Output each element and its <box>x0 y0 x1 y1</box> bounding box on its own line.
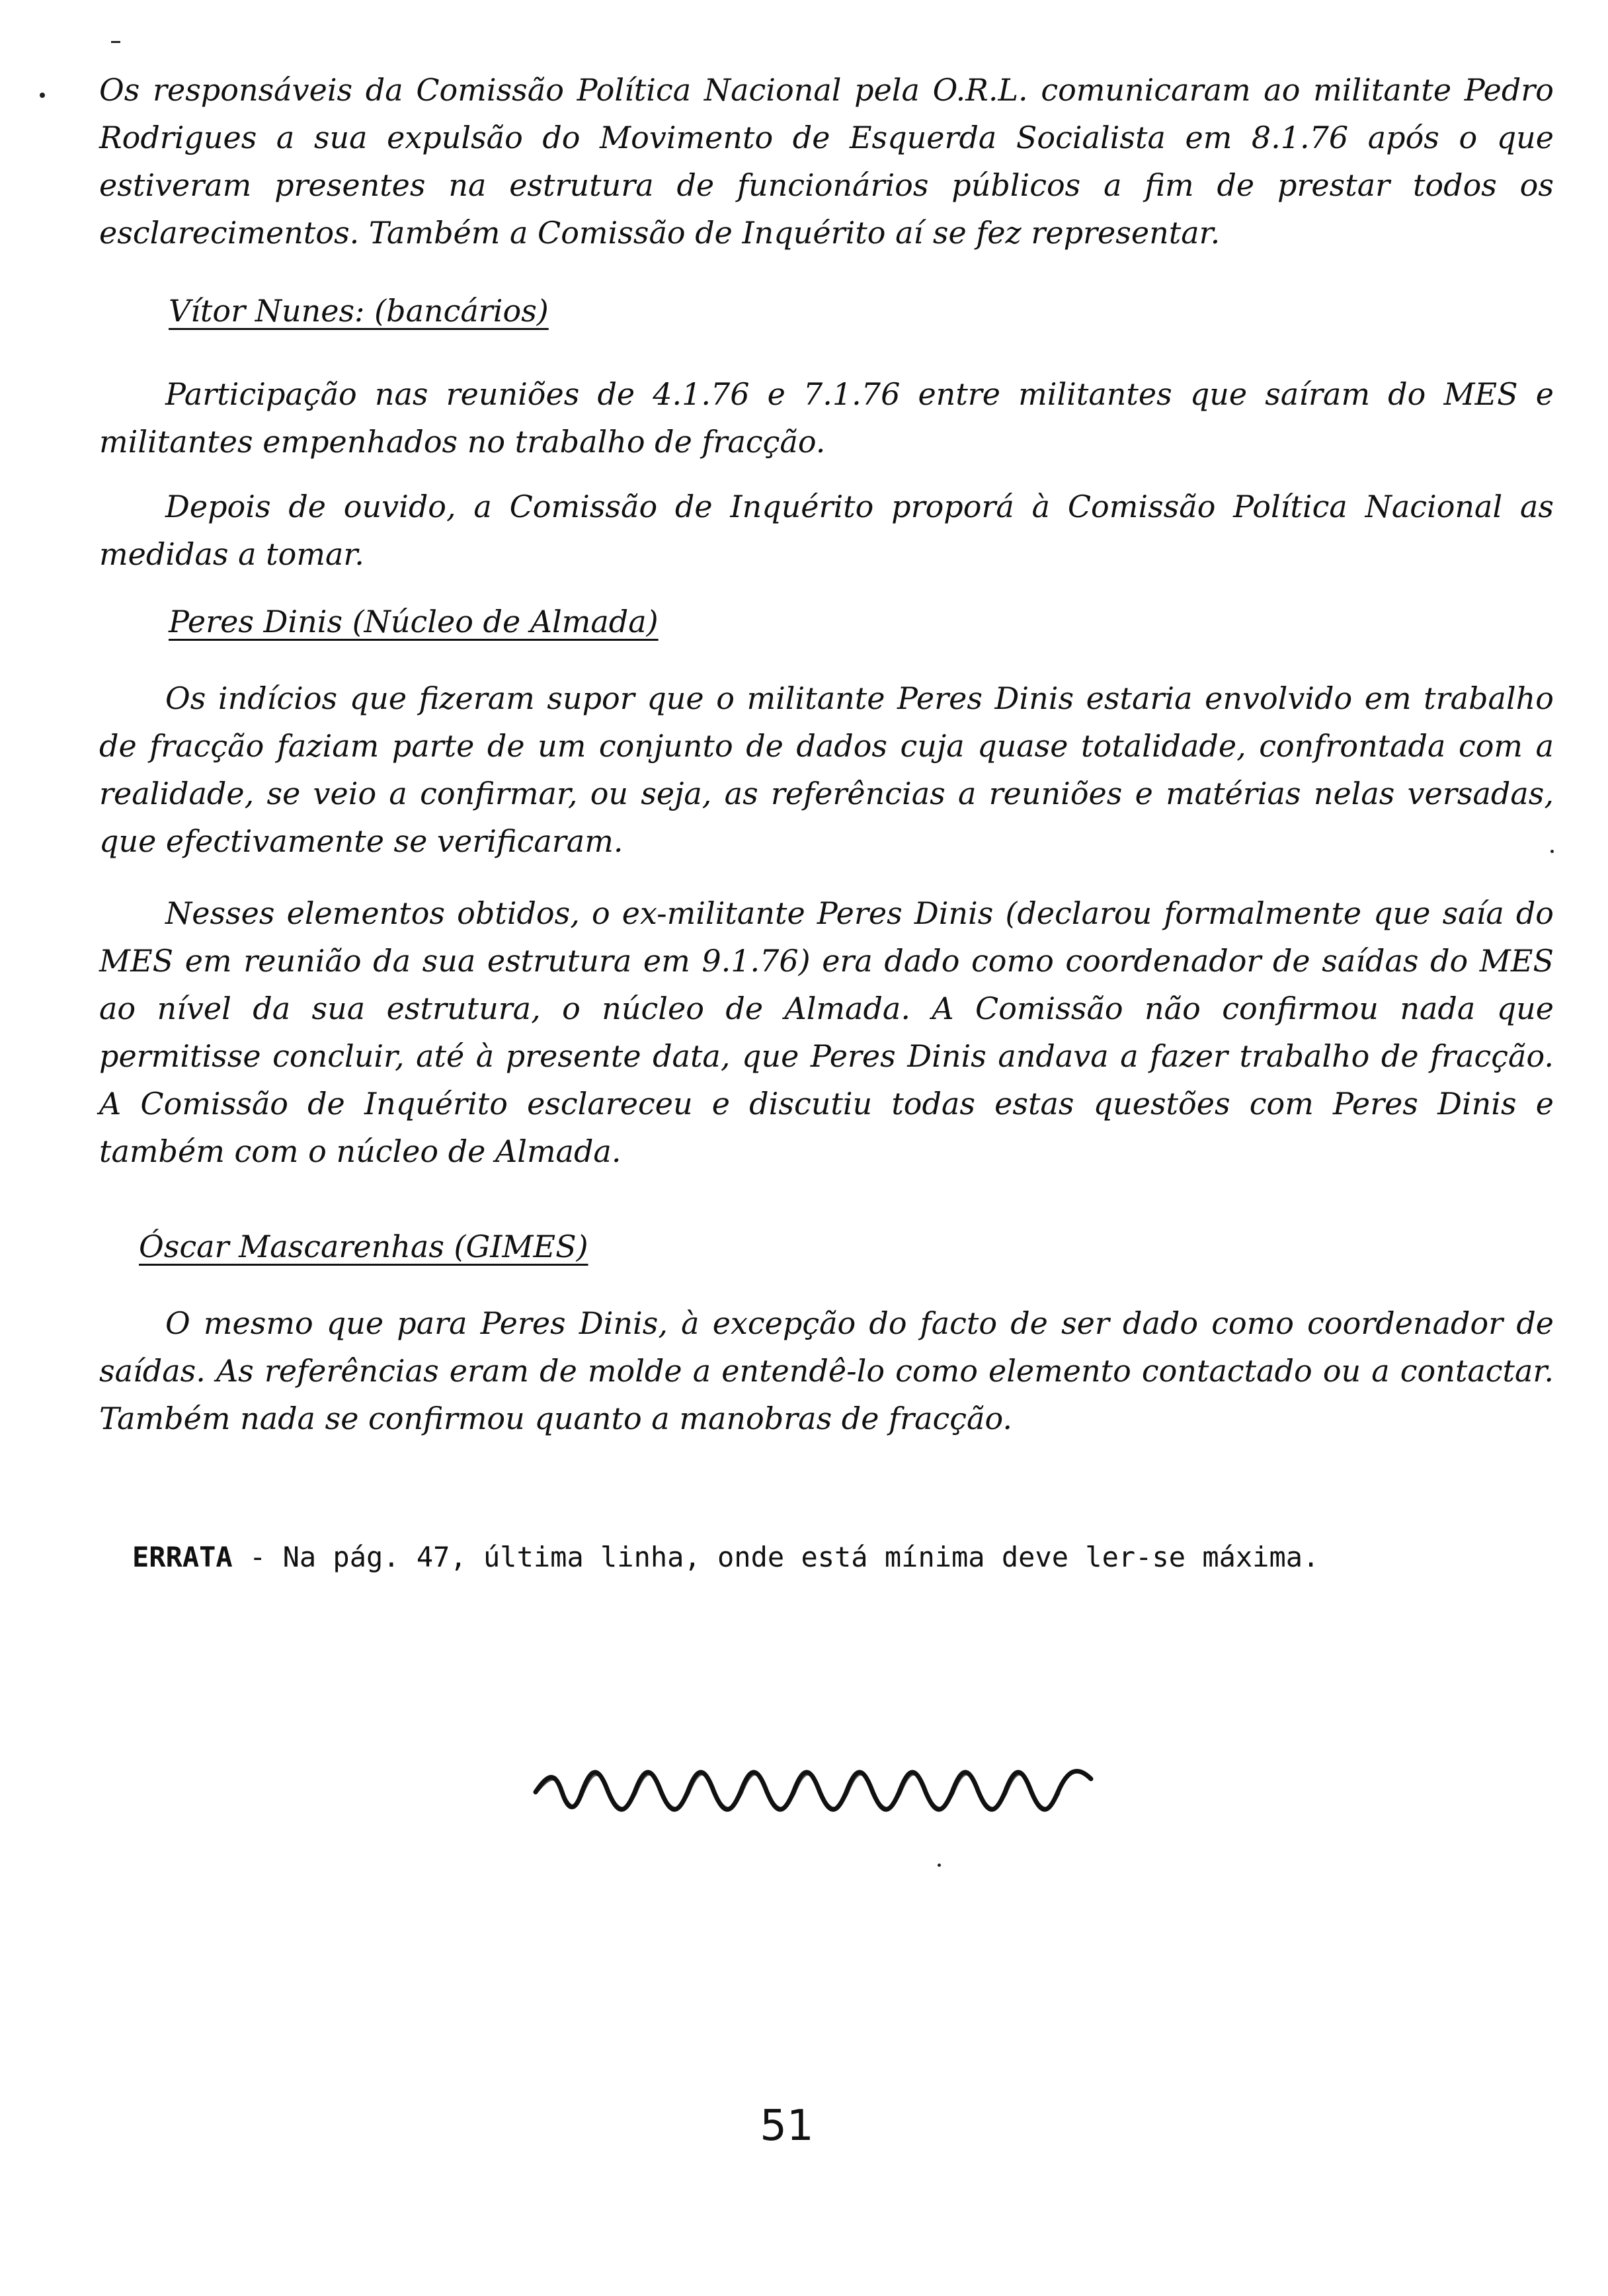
heading-peres-dinis: Peres Dinis (Núcleo de Almada) <box>169 604 659 639</box>
paragraph-oscar-mascarenhas: O mesmo que para Peres Dinis, à excepção do facto de ser dado como coordenador de saídas. As referências eram de molde a entendê-lo como elemento contactado ou a contactar. Também nada se confirmou quanto a manobras de fracção. <box>99 1305 1554 1436</box>
paragraph-peres-dinis-elements: Nesses elementos obtidos, o ex-militante Peres Dinis (declarou formalmente que saía do MES em reunião da sua estrutura em 9.1.76) era dado como coordenador de saídas do MES ao nível da sua estrutura, o núcleo de Almada. A Comissão não confirmou nada que permitisse concluir, até à presente data, que Peres Dinis andava a fazer trabalho de fracção. A Comissão de Inquérito esclareceu e discutiu todas estas questões com Peres Dinis e também com o núcleo de Almada. <box>99 895 1554 1169</box>
paragraph-peres-dinis-indications: Os indícios que fizeram supor que o militante Peres Dinis estaria envolvido em trabalho de fracção faziam parte de um conjunto de dados cuja quase totalidade, confrontada com a realidade, se veio a confirmar, ou seja, as referências a reuniões e matérias nelas versadas, que efectivamente se verificaram. <box>99 680 1554 859</box>
scan-speck <box>40 93 45 98</box>
heading-vitor-nunes: Vítor Nunes: (bancários) <box>169 293 549 329</box>
page-number: 51 <box>760 2102 814 2151</box>
scan-speck <box>938 1864 941 1867</box>
errata-note <box>132 1538 1574 1577</box>
scan-speck <box>111 41 120 43</box>
paragraph-pedro-rodrigues: Os responsáveis da Comissão Política Nacional pela O.R.L. comunicaram ao militante Pedro Rodrigues a sua expulsão do Movimento de Esquerda Socialista em 8.1.76 após o que estiveram presentes na estrutura de funcionários públicos a fim de prestar todos os esclarecimentos. Também a Comissão de Inquérito aí se fez representar. <box>99 72 1554 251</box>
paragraph-inquiry-proposal: Depois de ouvido, a Comissão de Inquérito proporá à Comissão Política Nacional as medidas a tomar. <box>99 489 1554 572</box>
errata-text: - Na pág. 47, última linha, onde está mínima deve ler-se máxima. <box>232 1541 1320 1573</box>
wavy-line-ornament <box>529 1752 1124 1832</box>
errata-label: ERRATA <box>132 1541 233 1573</box>
heading-oscar-mascarenhas: Óscar Mascarenhas (GIMES) <box>139 1229 588 1264</box>
paragraph-vitor-nunes: Participação nas reuniões de 4.1.76 e 7.1.76 entre militantes que saíram do MES e militantes empenhados no trabalho de fracção. <box>99 376 1554 460</box>
